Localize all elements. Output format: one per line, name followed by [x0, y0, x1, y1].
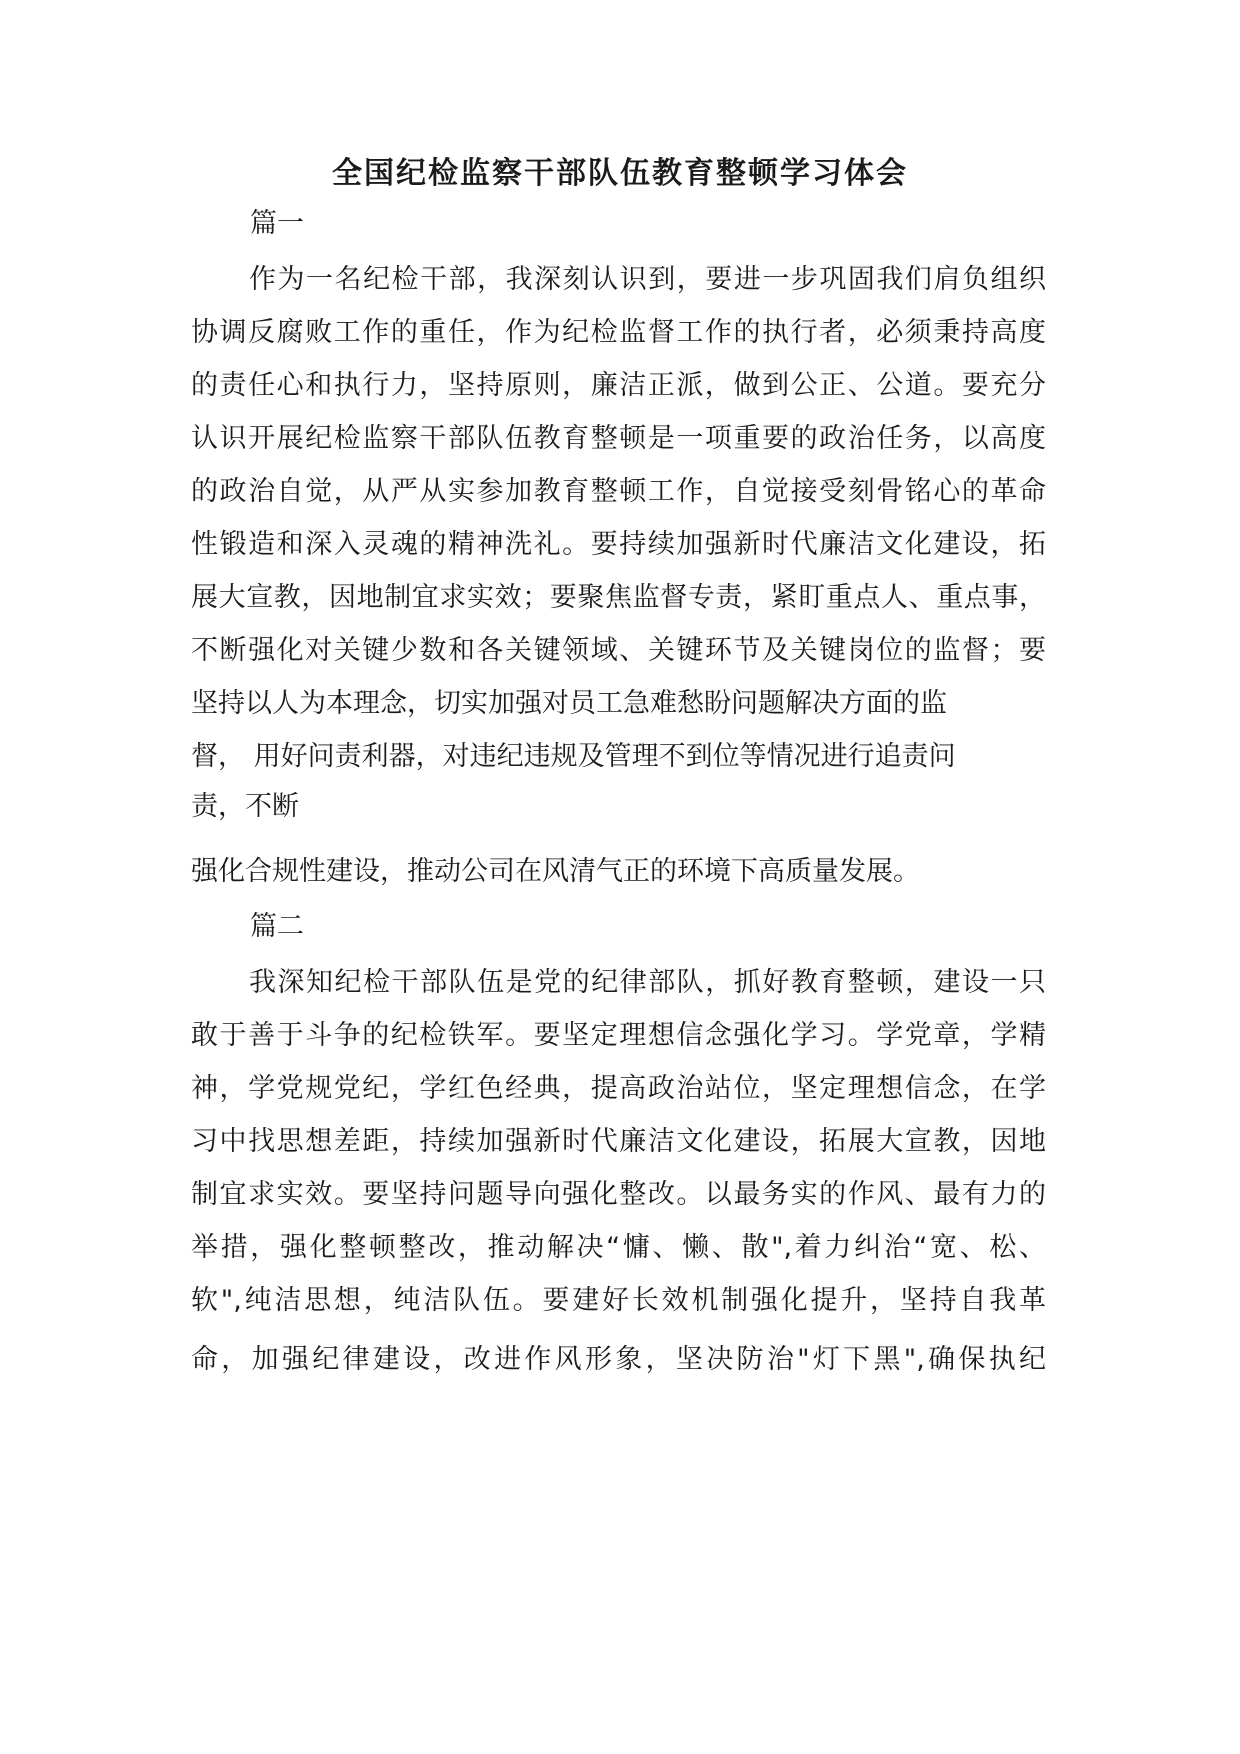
section-label-2: 篇二: [250, 911, 304, 942]
paragraph-line: 不断强化对关键少数和各关键领域、关键环节及关键岗位的监督；要: [191, 635, 1046, 666]
paragraph-line: 神，学党规党纪，学红色经典，提高政治站位，坚定理想信念，在学: [191, 1073, 1046, 1104]
paragraph-line: 的责任心和执行力，坚持原则，廉洁正派，做到公正、公道。要充分: [191, 370, 1046, 401]
paragraph-line: 举措，强化整顿整改，推动解决“慵、懒、散",着力纠治“宽、松、: [191, 1232, 1046, 1263]
paragraph-line: 性锻造和深入灵魂的精神洗礼。要持续加强新时代廉洁文化建设，拓: [191, 529, 1046, 560]
paragraph-line: 我深知纪检干部队伍是党的纪律部队，抓好教育整顿，建设一只: [249, 967, 1046, 998]
paragraph-line: 作为一名纪检干部，我深刻认识到，要进一步巩固我们肩负组织: [249, 264, 1046, 295]
document-title: 全国纪检监察干部队伍教育整顿学习体会: [332, 156, 908, 191]
paragraph-line: 敢于善于斗争的纪检铁军。要坚定理想信念强化学习。学党章，学精: [191, 1020, 1046, 1051]
paragraph-line: 认识开展纪检监察干部队伍教育整顿是一项重要的政治任务，以高度: [191, 423, 1046, 454]
paragraph-line: 软",纯洁思想，纯洁队伍。要建好长效机制强化提升，坚持自我革: [191, 1285, 1046, 1316]
section-label-1: 篇一: [250, 208, 304, 239]
paragraph-line: 责，不断: [191, 791, 299, 822]
paragraph-line: 命，加强纪律建设，改进作风形象，坚决防治"灯下黑",确保执纪: [191, 1344, 1046, 1375]
paragraph-line: 展大宣教，因地制宜求实效；要聚焦监督专责，紧盯重点人、重点事，: [191, 582, 1046, 613]
paragraph-line: 强化合规性建设，推动公司在风清气正的环境下高质量发展。: [191, 856, 920, 887]
paragraph-line: 的政治自觉，从严从实参加教育整顿工作，自觉接受刻骨铭心的革命: [191, 476, 1046, 507]
paragraph-line: 坚持以人为本理念，切实加强对员工急难愁盼问题解决方面的监: [191, 688, 947, 719]
paragraph-line: 协调反腐败工作的重任，作为纪检监督工作的执行者，必须秉持高度: [191, 317, 1046, 348]
paragraph-line: 督， 用好问责利器，对违纪违规及管理不到位等情况进行追责问: [191, 741, 956, 772]
paragraph-line: 习中找思想差距，持续加强新时代廉洁文化建设，拓展大宣教，因地: [191, 1126, 1046, 1157]
paragraph-line: 制宜求实效。要坚持问题导向强化整改。以最务实的作风、最有力的: [191, 1179, 1046, 1210]
